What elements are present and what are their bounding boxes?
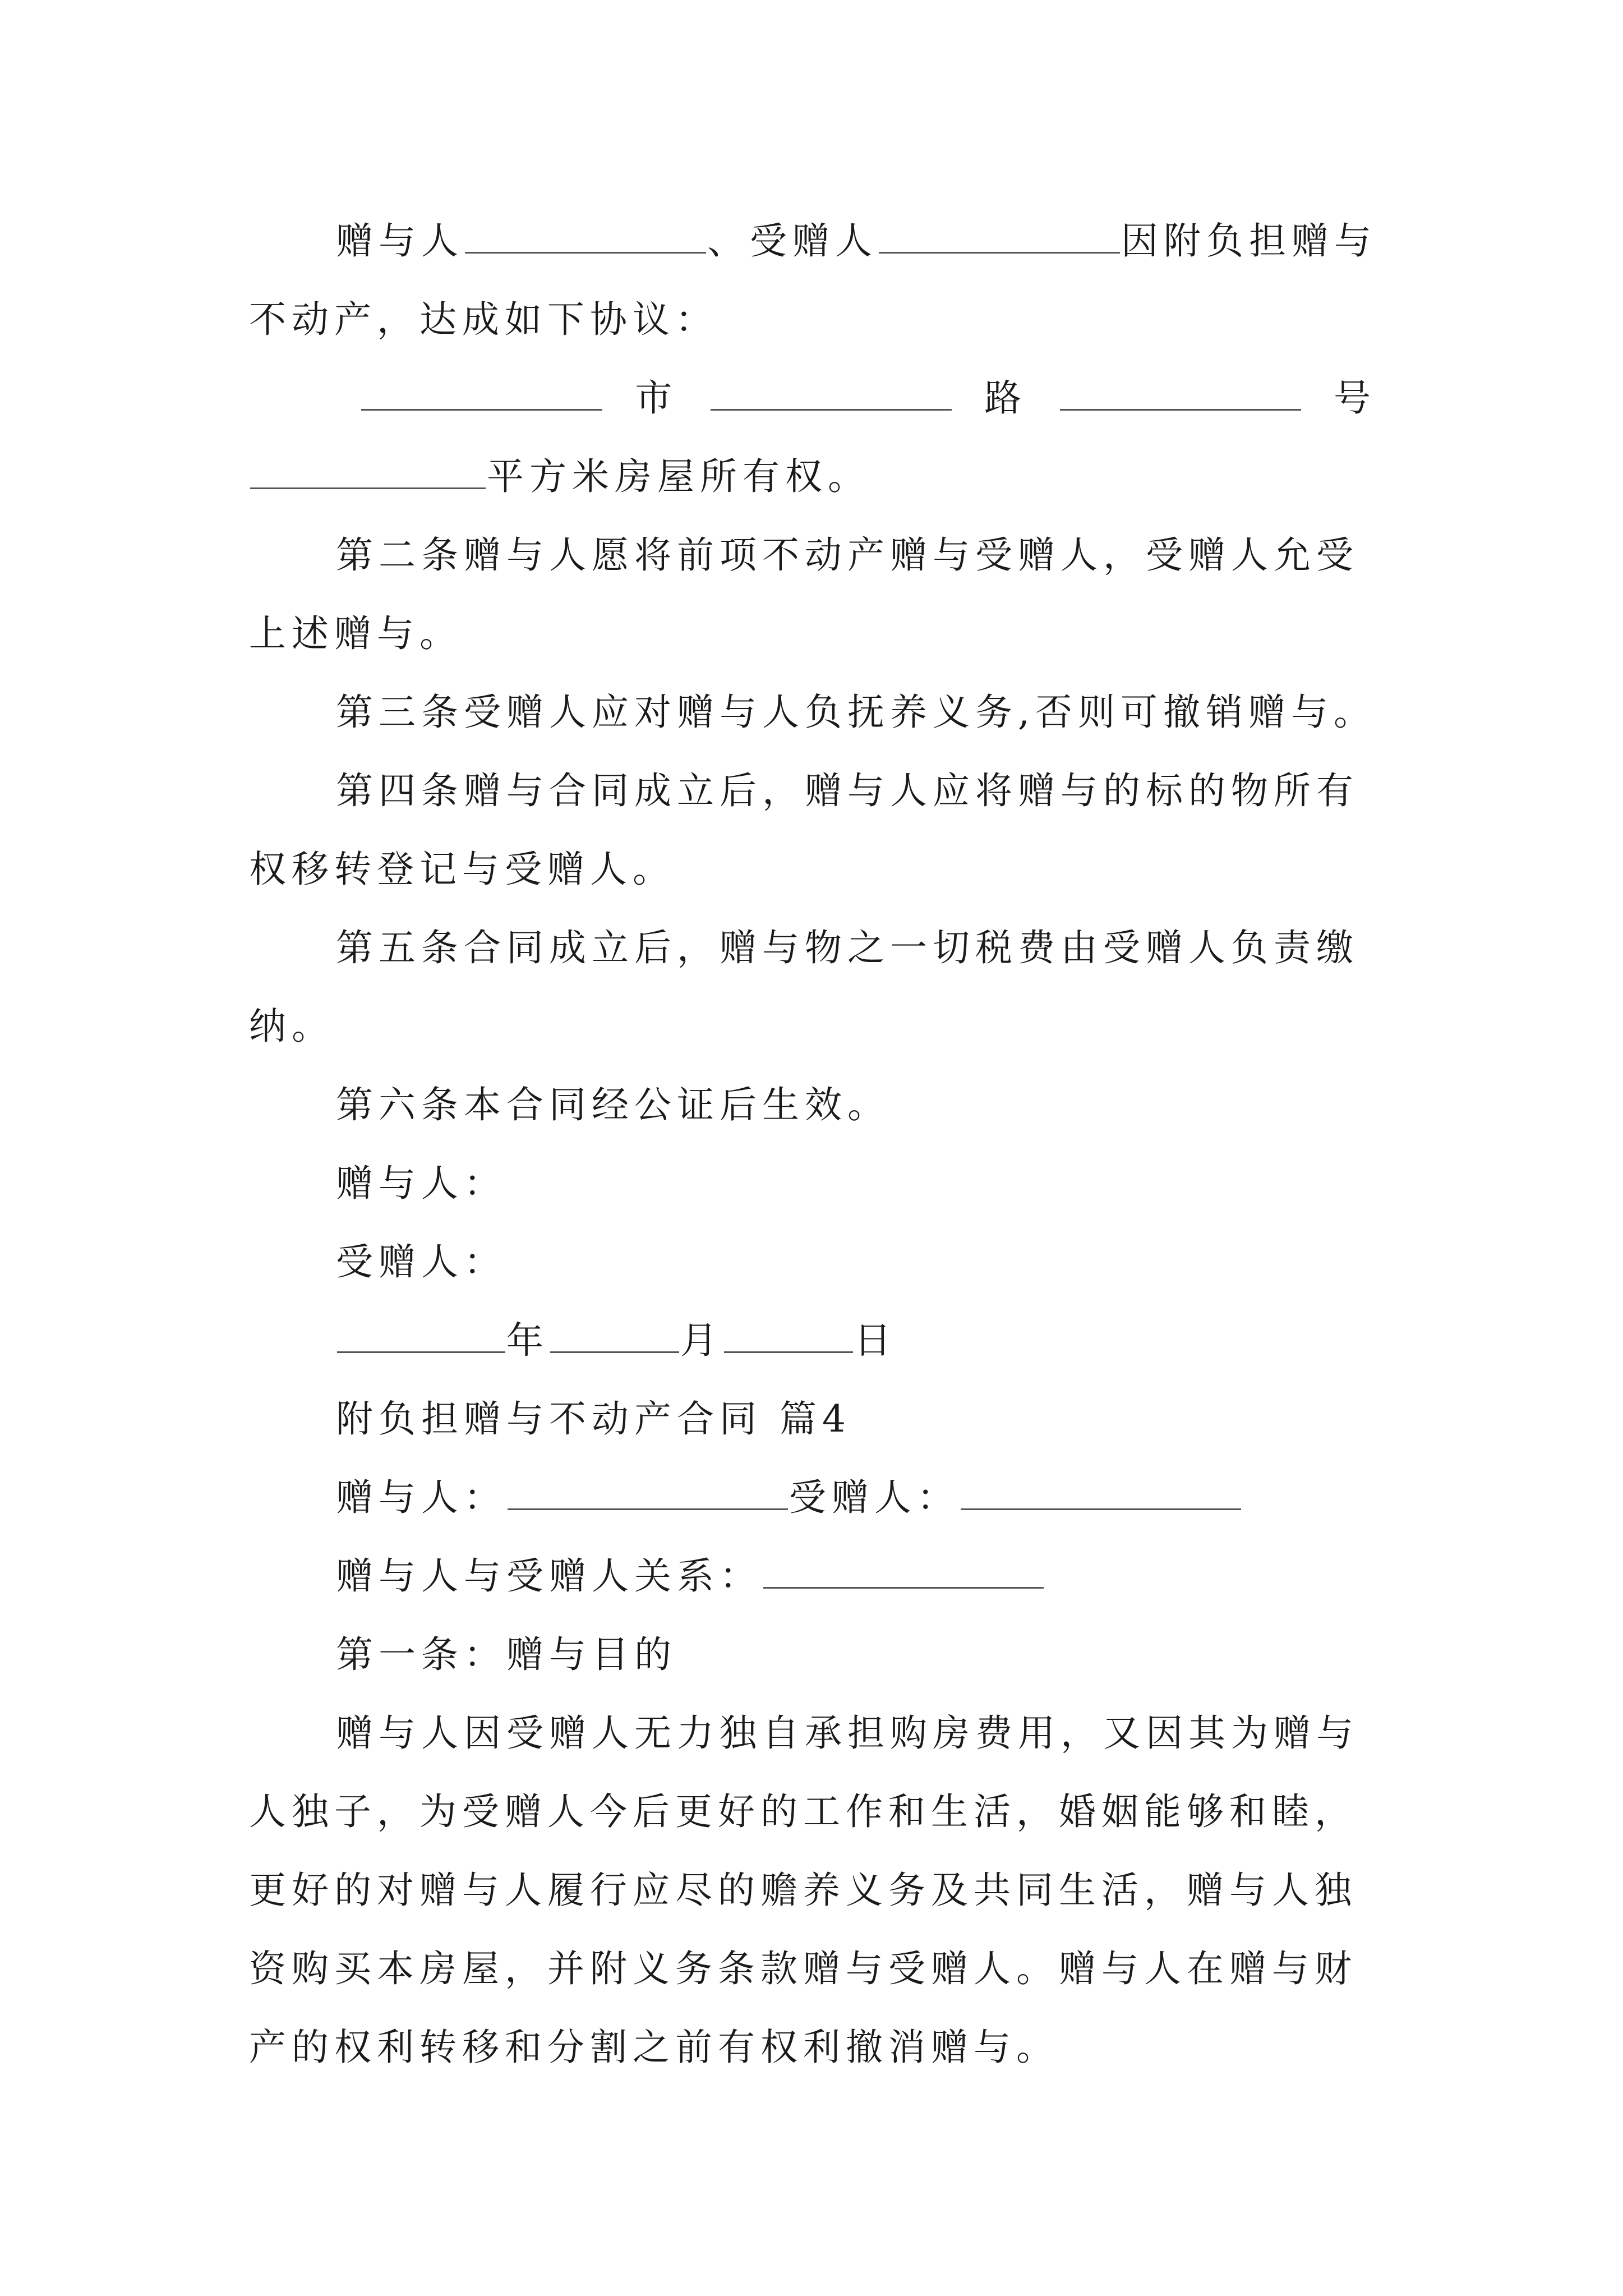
clause-1-line-3: 更好的对赠与人履行应尽的赡养义务及共同生活，赠与人独 (249, 1869, 1357, 1912)
donee-label: 、受赠人 (707, 219, 878, 263)
article-3: 第三条受赠人应对赠与人负抚养义务,否则可撤销赠与。 (336, 691, 1376, 734)
area-text: 平方米房屋所有权。 (487, 455, 870, 498)
clause-1-line-2: 人独子，为受赠人今后更好的工作和生活，婚姻能够和睦， (249, 1790, 1357, 1833)
clause-1-line-4: 资购买本房屋，并附义务条款赠与受赠人。赠与人在赠与财 (249, 1947, 1357, 1990)
party-donor-blank (508, 1481, 788, 1510)
parties-line (249, 1458, 1376, 1537)
road-label: 路 (984, 376, 1027, 420)
article-6: 第六条本合同经公证后生效。 (336, 1083, 890, 1126)
month-label: 月 (680, 1319, 723, 1362)
relation-blank (763, 1560, 1044, 1589)
day-label: 日 (854, 1319, 897, 1362)
intro-line-2 (249, 280, 1376, 359)
intro-line-1 (249, 202, 1376, 280)
address-line (249, 359, 1376, 438)
relation-label: 赠与人与受赠人关系： (336, 1554, 762, 1598)
clause-1-title: 第一条：赠与目的 (336, 1633, 677, 1676)
intro-text-cont: 不动产，达成如下协议： (249, 298, 718, 341)
address-blank-3 (1060, 382, 1301, 411)
address-blank-1 (361, 382, 602, 411)
article-4-line-1: 第四条赠与合同成立后，赠与人应将赠与的标的物所有 (336, 769, 1359, 812)
date-line (249, 1301, 1376, 1380)
party-donor-label: 赠与人： (336, 1476, 506, 1519)
article-5-line-2: 纳。 (249, 1005, 334, 1048)
article-4-line-2: 权移转登记与受赠人。 (249, 848, 675, 891)
party-donee-blank (961, 1481, 1241, 1510)
article-5-line-1: 第五条合同成立后，赠与物之一切税费由受赠人负责缴 (336, 926, 1359, 969)
city-label: 市 (635, 376, 678, 420)
area-blank (250, 461, 486, 489)
article-2-line-2: 上述赠与。 (249, 612, 462, 655)
donor-label: 赠与人 (336, 219, 464, 263)
signature-donor: 赠与人： (336, 1162, 506, 1205)
day-blank (724, 1324, 853, 1353)
address-blank-2 (711, 382, 952, 411)
donor-name-blank (465, 225, 706, 254)
intro-text: 因附负担赠与 (1121, 219, 1377, 263)
clause-1-line-5: 产的权利转移和分割之前有权利撤消赠与。 (249, 2026, 1059, 2069)
number-label: 号 (1333, 376, 1376, 420)
relation-line (249, 1537, 1376, 1616)
section-title: 附负担赠与不动产合同 篇4 (336, 1397, 851, 1441)
article-2-line-1: 第二条赠与人愿将前项不动产赠与受赠人，受赠人允受 (336, 533, 1359, 577)
signature-donee: 受赠人： (336, 1240, 506, 1283)
donee-name-blank (879, 225, 1120, 254)
party-donee-label: 受赠人： (789, 1476, 960, 1519)
area-line (249, 438, 1376, 516)
document-body (249, 202, 1376, 2087)
clause-1-line-1: 赠与人因受赠人无力独自承担购房费用，又因其为赠与 (336, 1711, 1359, 1755)
year-blank (337, 1324, 505, 1353)
year-label: 年 (506, 1319, 549, 1362)
month-blank (550, 1324, 679, 1353)
